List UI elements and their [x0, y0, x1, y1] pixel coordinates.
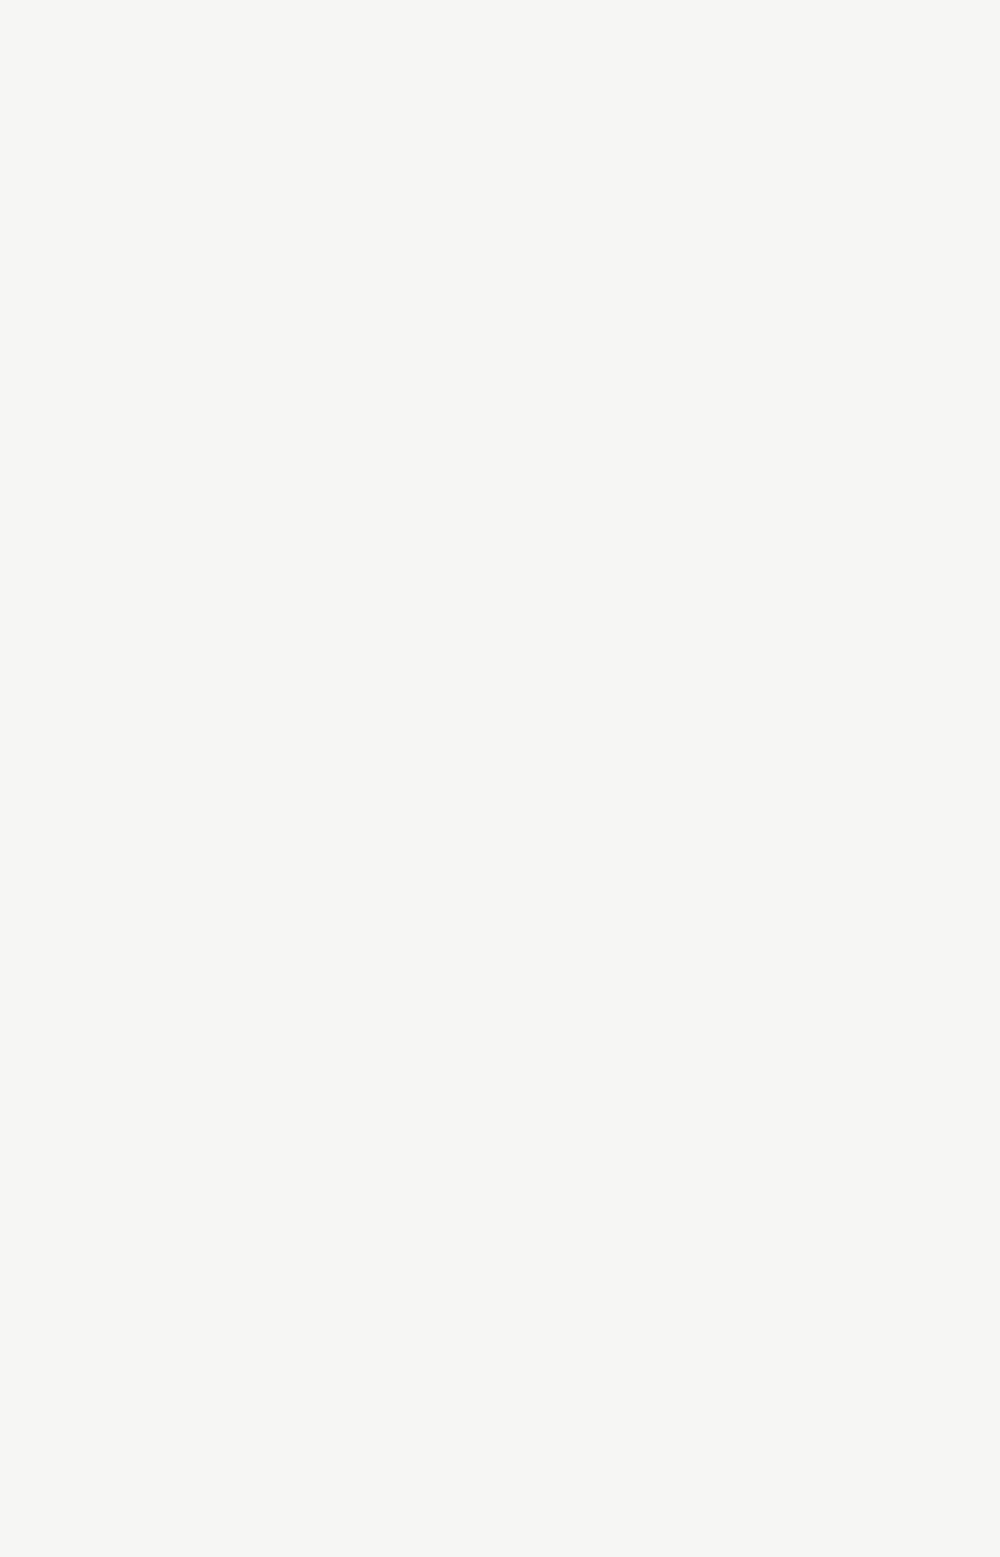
decorative-border	[78, 88, 886, 110]
